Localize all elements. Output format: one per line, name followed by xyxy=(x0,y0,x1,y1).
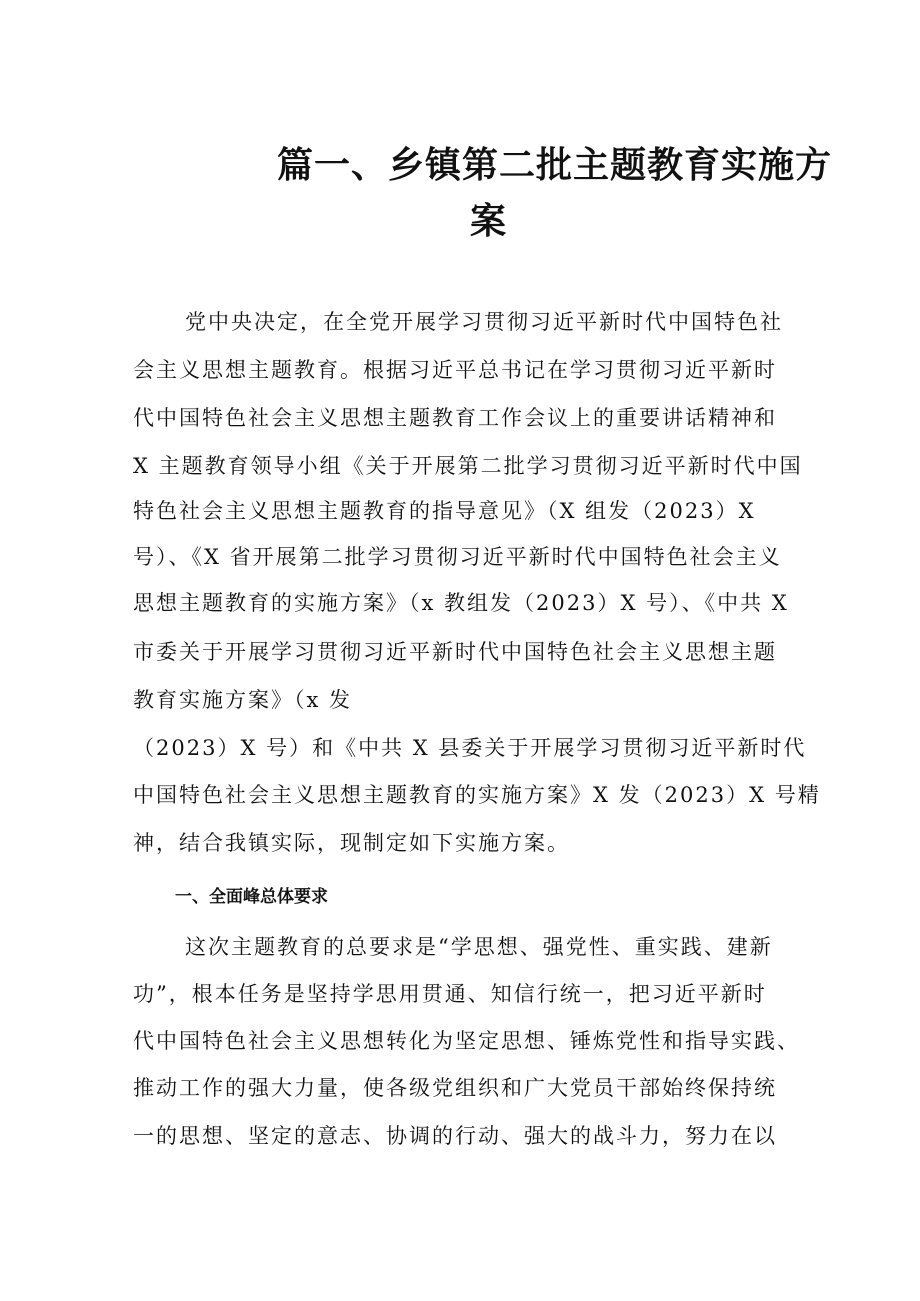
paragraph-1-line: 市委关于开展学习贯彻习近平新时代中国特色社会主义思想主题 xyxy=(133,640,777,664)
paragraph-1-line: 会主义思想主题教育。根据习近平总书记在学习贯彻习近平新时 xyxy=(133,358,777,382)
paragraph-2-line: 代中国特色社会主义思想转化为坚定思想、锤炼党性和指导实践、 xyxy=(133,1029,800,1053)
paragraph-1-line: 特色社会主义思想主题教育的指导意见》（X 组发（2023）X xyxy=(133,499,756,523)
document-title-line-1: 篇一、乡镇第二批主题教育实施方 xyxy=(277,145,833,186)
paragraph-1-line: 思想主题教育的实施方案》（x 教组发（2023）X 号）、《中共 X xyxy=(133,591,789,615)
paragraph-2-line: 一的思想、坚定的意志、协调的行动、强大的战斗力，努力在以 xyxy=(133,1124,777,1148)
paragraph-2-line: 功”，根本任务是坚持学思用贯通、知信行统一，把习近平新时 xyxy=(133,982,767,1006)
paragraph-1-line: （2023）X 号）和《中共 X 县委关于开展学习贯彻习近平新时代 xyxy=(133,736,807,760)
document-title-line-2: 案 xyxy=(470,201,508,242)
paragraph-1-line: 党中央决定，在全党开展学习贯彻习近平新时代中国特色社 xyxy=(185,310,783,334)
paragraph-2-line: 推动工作的强大力量，使各级党组织和广大党员干部始终保持统 xyxy=(133,1076,777,1100)
paragraph-1-line: 代中国特色社会主义思想主题教育工作会议上的重要讲话精神和 xyxy=(133,406,777,430)
paragraph-1-line: X 主题教育领导小组《关于开展第二批学习贯彻习近平新时代中国 xyxy=(133,454,803,478)
paragraph-1-line: 神，结合我镇实际，现制定如下实施方案。 xyxy=(133,831,570,855)
section-heading: 一、全面峰总体要求 xyxy=(175,887,328,907)
paragraph-1-line: 中国特色社会主义思想主题教育的实施方案》X 发（2023）X 号精 xyxy=(133,783,821,807)
paragraph-1-line: 教育实施方案》（x 发 xyxy=(133,688,353,712)
paragraph-1-line: 号）、《X 省开展第二批学习贯彻习近平新时代中国特色社会主义 xyxy=(133,545,782,569)
paragraph-2-line: 这次主题教育的总要求是“学思想、强党性、重实践、建新 xyxy=(185,935,773,959)
